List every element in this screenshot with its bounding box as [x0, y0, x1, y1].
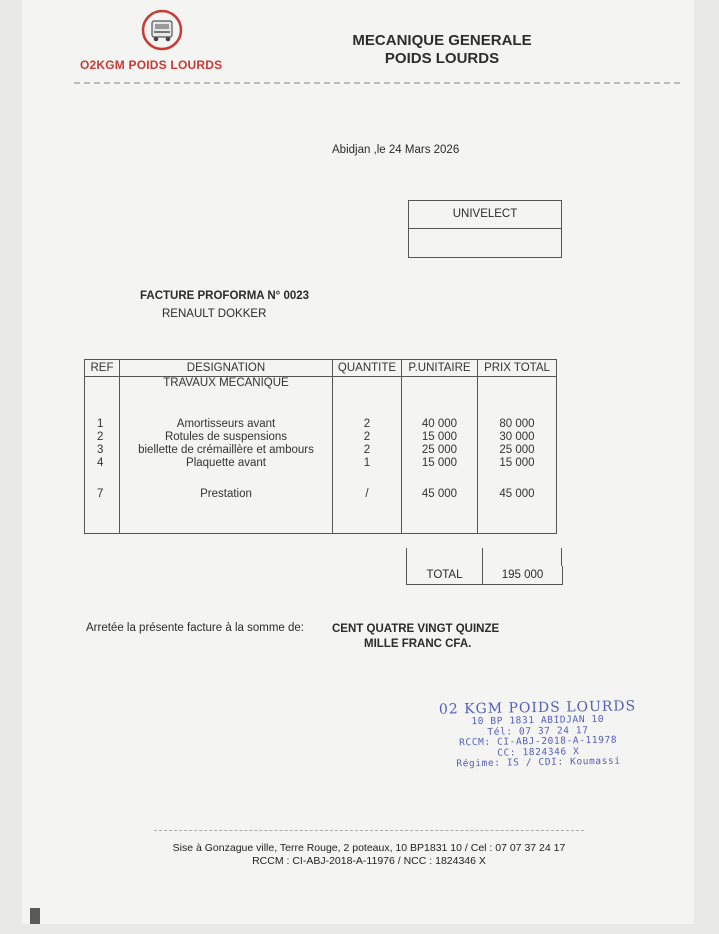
company-stamp: [417, 698, 658, 771]
row-designation: Prestation: [120, 488, 333, 501]
stamp-company: 02 KGM POIDS LOURDS: [438, 698, 637, 718]
row-total: 30 000: [478, 431, 557, 444]
row-ref: 7: [85, 488, 120, 501]
footer-address: Sise à Gonzague ville, Terre Rouge, 2 poteaux, 10 BP1831 10 / Cel : 07 07 37 24 17: [172, 842, 566, 854]
row-ref: 3: [85, 444, 120, 457]
client-name: UNIVELECT: [409, 201, 561, 229]
table-row: [85, 488, 557, 501]
total-divider: [406, 548, 407, 566]
row-total: 25 000: [478, 444, 557, 457]
table-header-row: [85, 360, 557, 377]
stamp-address: 10 BP 1831 ABIDJAN 10: [471, 713, 605, 728]
stamp-rccm: RCCM: CI-ABJ-2018-A-11978: [459, 734, 618, 749]
row-designation: Amortisseurs avant: [120, 418, 333, 431]
col-unit-price-header: P.UNITAIRE: [402, 360, 478, 377]
section-label: TRAVAUX MECANIQUE: [120, 377, 333, 391]
total-divider: [561, 548, 562, 566]
col-ref-header: REF: [85, 360, 120, 377]
section-row: [85, 377, 557, 391]
row-unit-price: 40 000: [402, 418, 478, 431]
col-designation-header: DESIGNATION: [120, 360, 333, 377]
page-edge-shadow: [30, 908, 40, 924]
footer: [142, 842, 596, 868]
row-quantity: /: [333, 488, 402, 501]
row-ref: 4: [85, 457, 120, 470]
total-box: [406, 566, 563, 585]
stamp-cc: CC: 1824346 X: [497, 745, 580, 759]
stamp-regime: Régime: IS / CDI: Koumassi: [456, 755, 621, 770]
total-value: 195 000: [501, 569, 544, 581]
row-total: 45 000: [478, 488, 557, 501]
row-total: 80 000: [478, 418, 557, 431]
invoice-page: [22, 0, 694, 924]
row-total: 15 000: [478, 457, 557, 470]
table-row: [85, 418, 557, 431]
brand-name: O2KGM POIDS LOURDS: [80, 58, 223, 72]
vehicle-name: RENAULT DOKKER: [162, 308, 267, 320]
row-designation: biellette de crémaillère et ambours: [120, 444, 333, 457]
stamp-phone: Tél: 07 37 24 17: [487, 724, 589, 738]
total-divider: [482, 548, 483, 566]
header-title-line1: MECANIQUE GENERALE: [352, 32, 532, 49]
row-quantity: 1: [333, 457, 402, 470]
amount-words: [332, 622, 499, 652]
row-quantity: 2: [333, 431, 402, 444]
row-designation: Plaquette avant: [120, 457, 333, 470]
amount-words-line2: MILLE FRANC CFA.: [364, 638, 472, 650]
row-unit-price: 45 000: [402, 488, 478, 501]
total-label: TOTAL: [407, 566, 483, 584]
amount-words-label: Arretée la présente facture à la somme de:: [86, 622, 304, 634]
client-box: [408, 200, 562, 258]
row-unit-price: 15 000: [402, 431, 478, 444]
truck-logo-icon: [140, 8, 184, 52]
row-ref: 1: [85, 418, 120, 431]
footer-divider: [154, 830, 584, 831]
header-divider: [74, 82, 680, 84]
amount-words-line1: CENT QUATRE VINGT QUINZE: [332, 623, 500, 635]
header-title: [312, 32, 572, 68]
row-quantity: 2: [333, 418, 402, 431]
footer-registration: RCCM : CI-ABJ-2018-A-11976 / NCC : 1824346 X: [252, 855, 486, 867]
row-unit-price: 25 000: [402, 444, 478, 457]
table-row: [85, 444, 557, 457]
table-row: [85, 457, 557, 470]
items-table: [84, 359, 557, 534]
date-line: Abidjan ,le 24 Mars 2026: [332, 144, 460, 156]
row-unit-price: 15 000: [402, 457, 478, 470]
col-total-header: PRIX TOTAL: [478, 360, 557, 377]
row-designation: Rotules de suspensions: [120, 431, 333, 444]
table-row: [85, 431, 557, 444]
row-ref: 2: [85, 431, 120, 444]
invoice-title: FACTURE PROFORMA N° 0023: [140, 290, 310, 302]
col-quantity-header: QUANTITE: [333, 360, 402, 377]
row-quantity: 2: [333, 444, 402, 457]
header-title-line2: POIDS LOURDS: [384, 50, 500, 67]
